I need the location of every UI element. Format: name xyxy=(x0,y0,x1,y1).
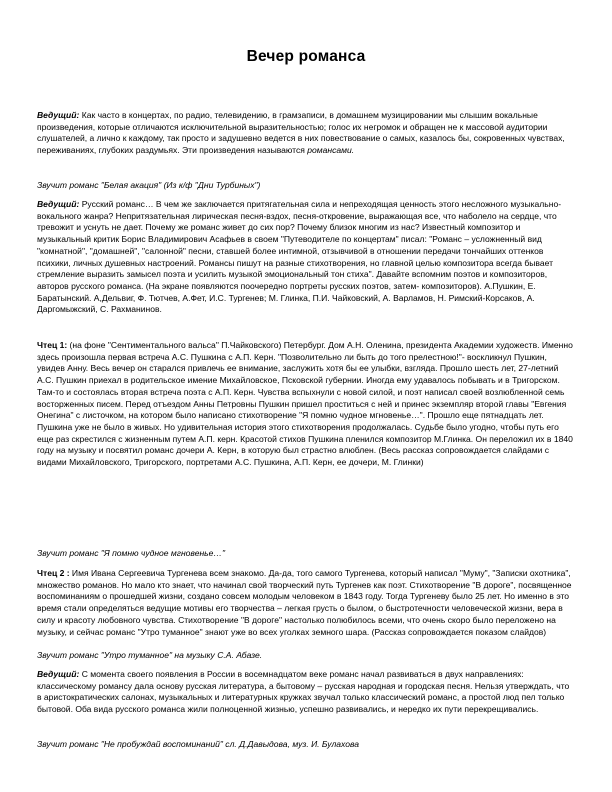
document-title: Вечер романса xyxy=(246,48,366,65)
music-cue-wonderful-moment: Звучит романс "Я помню чудное мгновенье…" xyxy=(37,548,225,558)
paragraph-text: Как часто в концертах, по радио, телевидению, в грамзаписи, в домашнем музицировании мы слышим вокальные произведения, которые отличаются исключительной выразительностью; голос их негромок и обращен не к массовой аудитории слушателей, а лично к каждому, так просто и задушевно ведется в них повествование о самых, казалось бы, сокровенных чувствах, переживаниях, глубоких раздумьях. Эти произведения называются xyxy=(37,110,565,156)
music-cue-do-not-wake: Звучит романс "Не пробуждай воспоминаний" сл. Д.Давыдова, муз. И. Булахова xyxy=(37,739,360,749)
paragraph-text: Русский романс… В чем же заключается притягательная сила и непреходящая ценность этого несложного музыкально-вокального жанра? Непритязательная лирическая песня-вздох, песня-откровение, выражающая все, что наболело на сердце, что тревожит и уснуть не дает. Почему же романс живет до сих пор? Почему близок многим из нас? Известный композитор и музыкальный критик Борис Владимирович Асафьев в своем "Путеводителе по концертам" писал: "Романс – усложненный вид "комнатной", "домашней", "салонной" песни, ставшей более интимной, отзывчивой в отношении передачи тончайших оттенков психики, личных душевных настроений. Романсы пишут на разные стихотворения, но главной целью композитора всегда бывает стремление выразить замысел поэта и усилить музыкой эмоциональный тон стиха". Давайте вспомним поэтов и композиторов, авторов русского романса. (На экране появляются поочередно портреты русских поэтов, затем- композиторов). А.Пушкин, Е. Баратынский. А,Дельвиг, Ф. Тютчев, А.Фет, И.С. Тургенев; М. Глинка, П.И. Чайковский, А. Варламов, Н. Римский-Корсаков, А. Даргомыжский, С. Рахманинов. xyxy=(37,199,562,315)
paragraph-reader-2 xyxy=(37,568,573,638)
speaker-label: Ведущий: xyxy=(37,199,80,209)
paragraph-text: (на фоне "Сентиментального вальса" П.Чайковского) Петербург. Дом А.Н. Оленина, президента Академии художеств. Именно здесь произошла первая встреча А.С. Пушкина с А.П. Керн. "Позволительно ли быть до того прелестною!"- воскликнул Пушкин, увидев Анну. Весь вечер он старался привлечь ее внимание, заслужить хотя бы ее улыбки, взгляда. Прошло шесть лет, 27-летний А.С. Пушкин приехал в родительское имение Михайловское, Псковской губернии. Иногда ему удавалось побывать и в Тригорском. Там-то и состоялась вторая встреча поэта с А.П. Керн. Чувства вспыхнули с новой силой, и поэт написал своей возлюбленной семь восторженных писем. Перед отъездом Анны Петровны Пушкин пришел проститься с ней и принес экземпляр второй главы "Евгения Онегина" с листочком, на котором было написано стихотворение "Я помню чудное мгновенье…". Прошло еще пятнадцать лет. Пушкина уже не было в живых. Но удивительная история этого стихотворения продолжалась. Судьбе было угодно, чтобы путь его еще раз скрестился с жизненным путем А.П. керн. Красотой стихов Пушкина пленился композитор М.Глинка. Он переложил их в 1840 году на музыку и посвятил романс дочери А. Керн, в которую был страстно влюблен. (Весь рассказ сопровождается слайдами с видами Михайловского, Тригорского, портретами А.С. Пушкина, А.П. Керн, ее дочери, М. Глинки) xyxy=(37,340,573,468)
speaker-label: Чтец 2 : xyxy=(37,568,70,578)
music-cue-white-acacia: Звучит романс "Белая акация" (Из к/ф "Дни Турбиных") xyxy=(37,180,261,190)
paragraph-text: С момента своего появления в России в восемнадцатом веке романс начал развиваться в двух направлениях: классическому романсу дала основу русская литература, а бытовому – русская народная и городская песня. Нельзя утверждать, что в аристократических салонах, музыкальных и литературных кружках звучал только классический романс, а простой люд пел только бытовой. Оба вида русского романса жили полноценной жизнью, успешно развивались, и нередко их пути перекрещивались. xyxy=(37,669,570,715)
speaker-label: Чтец 1: xyxy=(37,340,68,350)
paragraph-text: Имя Ивана Сергеевича Тургенева всем знакомо. Да-да, того самого Тургенева, который написал "Муму", "Записки охотника", множество романов. Но мало кто знает, что начинал свой творческий путь Тургенев как поэт. Стихотворение "В дороге", посвященное воспоминаниям о прошедшей жизни, создано совсем молодым человеком в 1843 году. Тогда Тургеневу было 25 лет. Но именно в это время стали определяться ведущие мотивы его творчества – легкая грусть о былом, о быстротечности человеческой жизни, вера в силу и красоту любовного чувства. Стихотворение "В дороге" настолько полюбилось всеми, что очень скоро было переложено на музыку, и сейчас романс "Утро туманное" знают уже во всех уголках земного шара. (Рассказ сопровождается показом слайдов) xyxy=(37,568,572,637)
paragraph-reader-1 xyxy=(37,340,573,469)
paragraph-host-intro xyxy=(37,110,573,157)
emphasis-text: романсами. xyxy=(307,145,355,156)
speaker-label: Ведущий: xyxy=(37,110,80,120)
paragraph-host-history xyxy=(37,669,573,716)
paragraph-host-romance xyxy=(37,199,573,316)
music-cue-misty-morning: Звучит романс "Утро туманное" на музыку С.А. Абазе. xyxy=(37,650,263,660)
speaker-label: Ведущий: xyxy=(37,669,80,679)
